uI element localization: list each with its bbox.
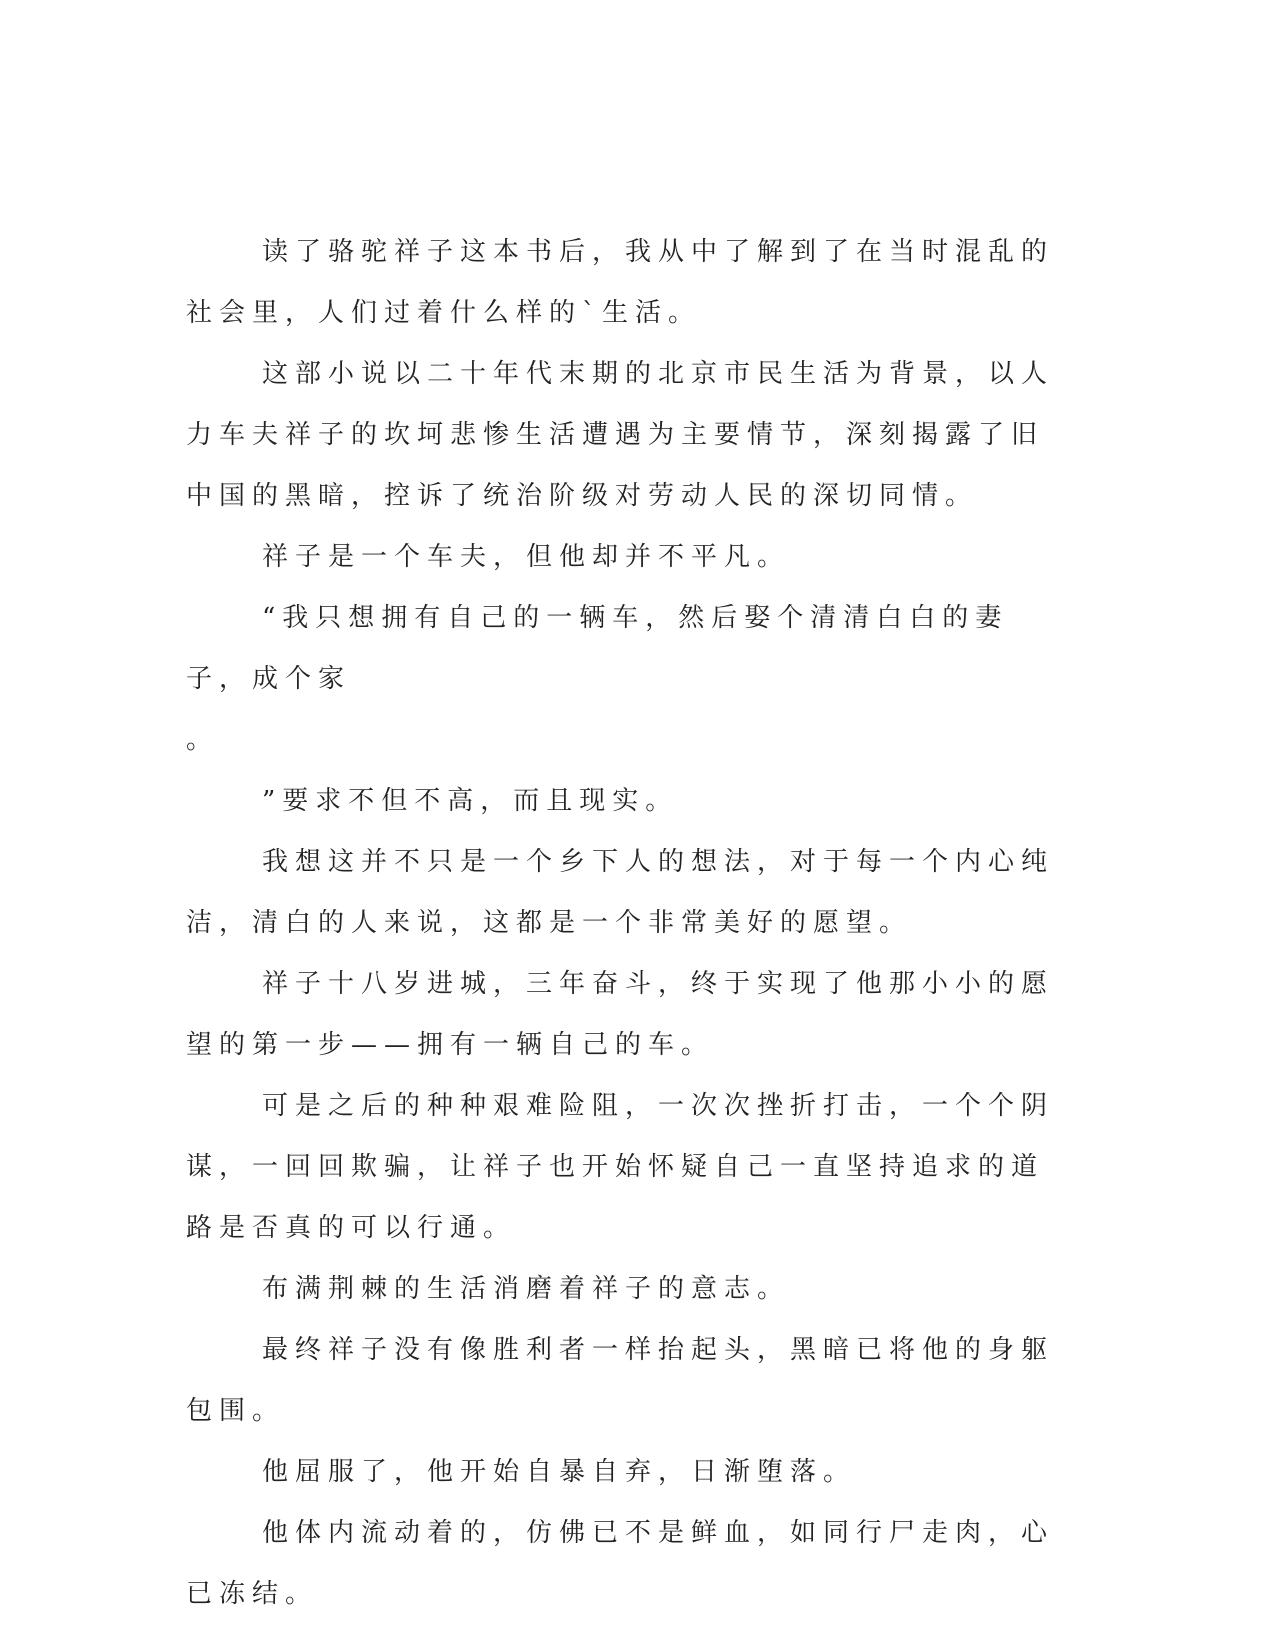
paragraph: 祥子是一个车夫，但他却并不平凡。 xyxy=(262,542,791,572)
paragraph: 我想这并不只是一个乡下人的想法，对于每一个内心纯洁，清白的人来说，这都是一个非常美好的愿望。 xyxy=(186,847,1055,938)
essay-body xyxy=(186,222,1066,1625)
paragraph: 祥子十八岁进城，三年奋斗，终于实现了他那小小的愿望的第一步——拥有一辆自己的车。 xyxy=(186,969,1055,1060)
paragraph: 读了骆驼祥子这本书后，我从中了解到了在当时混乱的社会里，人们过着什么样的`生活。 xyxy=(186,237,1055,328)
paragraph: ”要求不但不高，而且现实。 xyxy=(262,786,679,816)
paragraph: 他屈服了，他开始自暴自弃，日渐堕落。 xyxy=(262,1457,857,1487)
paragraph: 可是之后的种种艰难险阻，一次次挫折打击，一个个阴谋，一回回欺骗，让祥子也开始怀疑自己一直坚持追求的道路是否真的可以行通。 xyxy=(186,1091,1055,1243)
paragraph: 他体内流动着的，仿佛已不是鲜血，如同行尸走肉，心已冻结。 xyxy=(186,1518,1055,1609)
paragraph: 布满荆棘的生活消磨着祥子的意志。 xyxy=(262,1274,791,1304)
paragraph: 最终祥子没有像胜利者一样抬起头，黑暗已将他的身躯包围。 xyxy=(186,1335,1055,1426)
paragraph: 这部小说以二十年代末期的北京市民生活为背景，以人力车夫祥子的坎坷悲惨生活遭遇为主要情节，深刻揭露了旧中国的黑暗，控诉了统治阶级对劳动人民的深切同情。 xyxy=(186,359,1055,511)
paragraph: 。 xyxy=(186,725,220,755)
paragraph: “我只想拥有自己的一辆车，然后娶个清清白白的妻子，成个家 xyxy=(186,603,1009,694)
